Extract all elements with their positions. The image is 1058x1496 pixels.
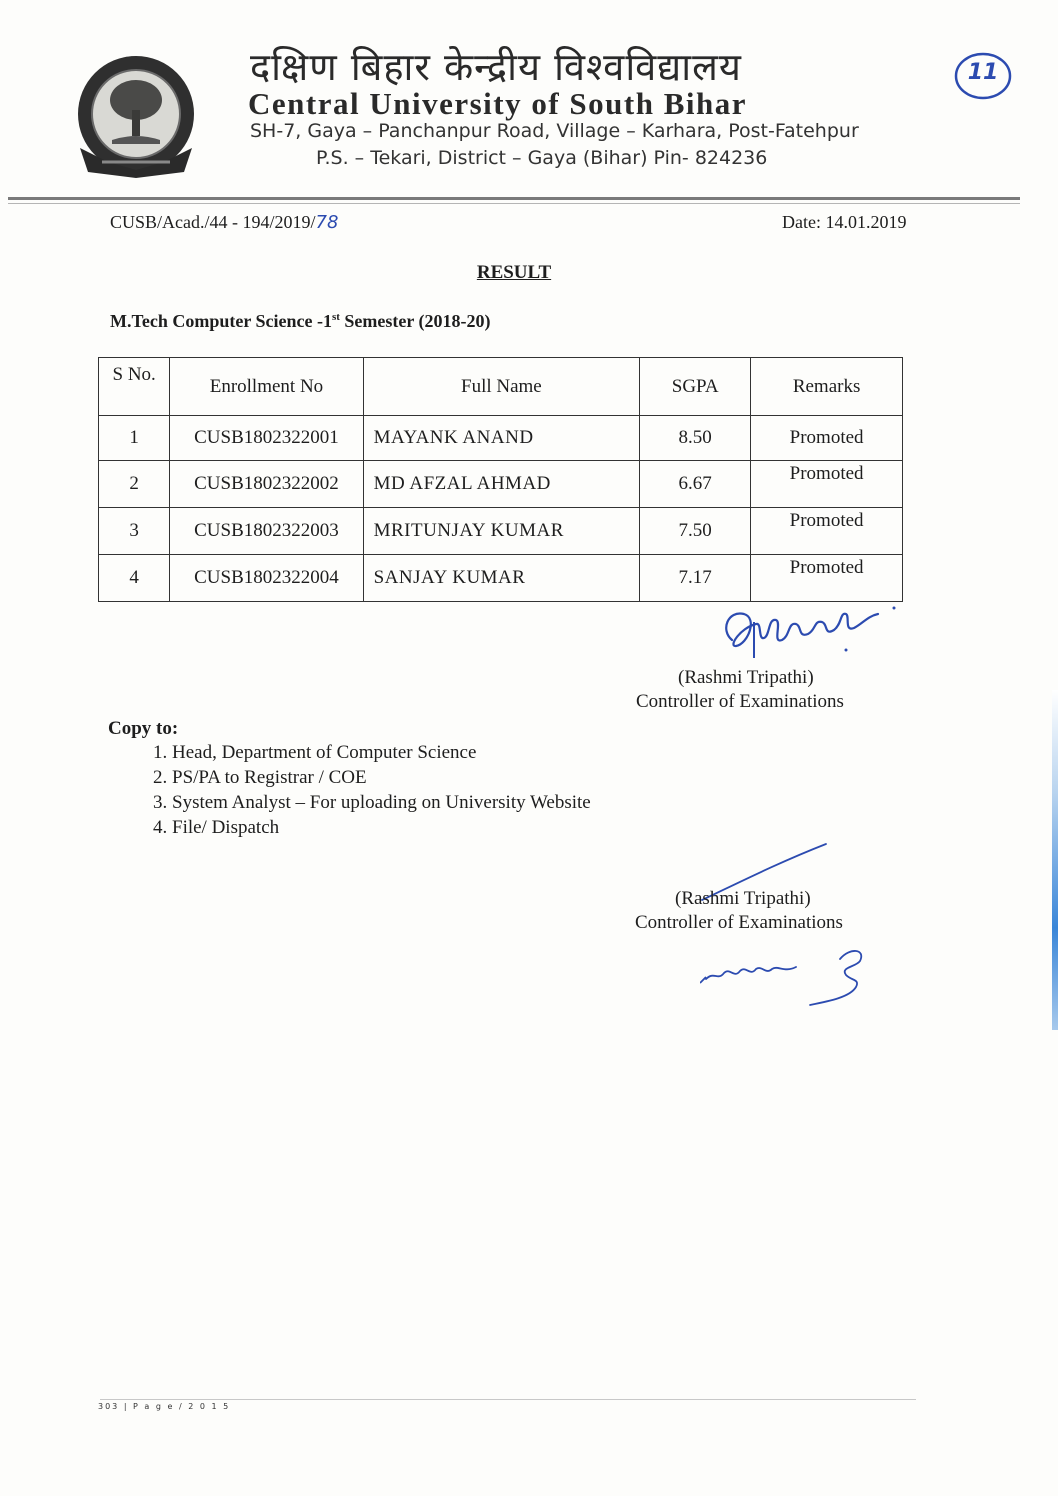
reference-prefix: CUSB/Acad./44 - 194/2019/ (110, 212, 316, 232)
address-line-2: P.S. – Tekari, District – Gaya (Bihar) Pin- 824236 (316, 147, 768, 169)
copy-to-list (138, 740, 591, 840)
cell-sno: 3 (99, 508, 170, 555)
cell-sno: 4 (99, 555, 170, 602)
university-name-english: Central University of South Bihar (248, 86, 747, 121)
cell-remarks: Promoted (751, 461, 903, 508)
document-date: Date: 14.01.2019 (782, 212, 907, 232)
course-superscript: st (331, 311, 340, 323)
signature-1 (718, 600, 908, 660)
cell-remarks: Promoted (751, 416, 903, 461)
cell-name: SANJAY KUMAR (363, 555, 640, 602)
cell-sgpa: 8.50 (640, 416, 751, 461)
university-name-hindi: दक्षिण बिहार केन्द्रीय विश्वविद्यालय (250, 45, 742, 89)
signatory-1-name: (Rashmi Tripathi) (678, 667, 814, 688)
list-item: 2. PS/PA to Registrar / COE (172, 765, 591, 790)
table-row (99, 508, 903, 555)
cell-name: MRITUNJAY KUMAR (363, 508, 640, 555)
footer-rule (100, 1399, 916, 1400)
page-footer: 303 | P a g e / 2 0 1 5 (98, 1402, 231, 1411)
list-item: 3. System Analyst – For uploading on University Website (172, 790, 591, 815)
header-full-name: Full Name (363, 358, 640, 416)
course-heading (110, 311, 491, 332)
cell-enrollment: CUSB1802322001 (170, 416, 363, 461)
cell-sgpa: 7.50 (640, 508, 751, 555)
header-remarks: Remarks (751, 358, 903, 416)
table-row (99, 416, 903, 461)
handwritten-initials (700, 945, 880, 1007)
copy-to-heading: Copy to: (108, 718, 179, 739)
cell-name: MAYANK ANAND (363, 416, 640, 461)
university-logo (72, 52, 200, 180)
cell-sgpa: 6.67 (640, 461, 751, 508)
address-line-1: SH-7, Gaya – Panchanpur Road, Village – Karhara, Post-Fatehpur (250, 120, 859, 142)
cell-remarks: Promoted (751, 555, 903, 602)
header-rule-thin (8, 203, 1020, 204)
reference-number (110, 212, 338, 233)
document-title: RESULT (476, 262, 552, 283)
signatory-2-name: (Rashmi Tripathi) (675, 888, 811, 909)
header-rule (8, 197, 1020, 200)
cell-sno: 2 (99, 461, 170, 508)
cell-name: MD AFZAL AHMAD (363, 461, 640, 508)
signatory-2-designation: Controller of Examinations (635, 912, 843, 933)
header-sgpa: SGPA (640, 358, 751, 416)
cell-remarks: Promoted (751, 508, 903, 555)
scan-edge-highlight (1052, 690, 1058, 1030)
cell-enrollment: CUSB1802322003 (170, 508, 363, 555)
handwritten-page-mark (951, 50, 1015, 102)
table-row (99, 461, 903, 508)
table-row (99, 555, 903, 602)
reference-handwritten: 78 (315, 212, 339, 233)
signatory-1-designation: Controller of Examinations (636, 691, 844, 712)
list-item: 1. Head, Department of Computer Science (172, 740, 591, 765)
cell-sno: 1 (99, 416, 170, 461)
course-prefix: M.Tech Computer Science -1 (110, 311, 332, 331)
list-item: 4. File/ Dispatch (172, 815, 591, 840)
result-table (98, 357, 903, 602)
cell-enrollment: CUSB1802322002 (170, 461, 363, 508)
header-enrollment: Enrollment No (170, 358, 363, 416)
course-suffix: Semester (2018-20) (339, 311, 491, 331)
header-sno: S No. (99, 358, 170, 416)
cell-sgpa: 7.17 (640, 555, 751, 602)
page-mark-text: 11 (967, 60, 999, 85)
table-header-row (99, 358, 903, 416)
cell-enrollment: CUSB1802322004 (170, 555, 363, 602)
